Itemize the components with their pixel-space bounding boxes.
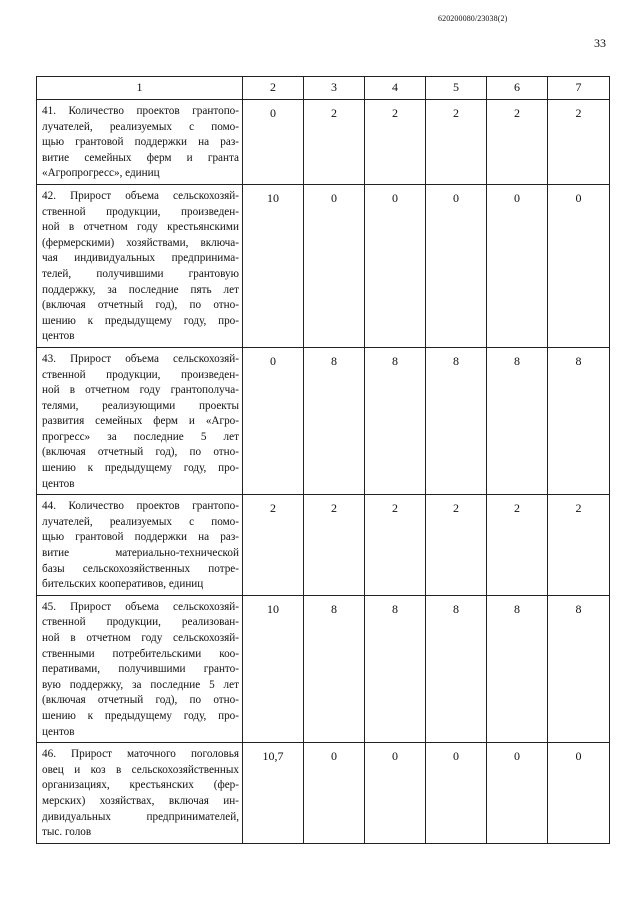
indicator-value: 2 xyxy=(487,100,548,185)
description-line: телей, получившими грантовую xyxy=(42,267,239,280)
description-line: «Агропрогресс», единиц xyxy=(42,167,160,180)
table-row xyxy=(37,495,610,596)
indicator-value: 2 xyxy=(304,100,365,185)
description-line: 44. Количество проектов грантопо- xyxy=(42,500,239,513)
indicator-description xyxy=(37,495,243,596)
description-line: ственными потребительскими коо- xyxy=(42,647,239,660)
indicator-value: 0 xyxy=(243,347,304,494)
description-line: лучателей, реализуемых с помо- xyxy=(42,515,239,528)
indicator-value: 10 xyxy=(243,595,304,742)
description-line: организациях, крестьянских (фер- xyxy=(42,779,239,792)
description-line: ственной продукции, реализован- xyxy=(42,616,239,629)
indicator-value: 0 xyxy=(426,184,487,347)
description-line: перативами, получившими гранто- xyxy=(42,663,239,676)
description-line: развития семейных ферм и «Агро- xyxy=(42,415,239,428)
description-line: ной в отчетном году сельскохозяй- xyxy=(42,632,239,644)
indicator-value: 0 xyxy=(487,743,548,844)
indicator-value: 0 xyxy=(548,743,610,844)
description-line: дивидуальных предпринимателей, xyxy=(42,810,239,823)
description-line: телями, реализующими проекты xyxy=(42,399,239,412)
description-line: центов xyxy=(42,725,75,738)
description-line: щью грантовой поддержки на раз- xyxy=(42,136,239,149)
column-header: 2 xyxy=(243,77,304,100)
description-line: центов xyxy=(42,477,75,490)
indicator-value: 2 xyxy=(365,100,426,185)
column-header: 6 xyxy=(487,77,548,100)
description-line: ственной продукции, произведен- xyxy=(42,205,239,218)
indicator-value: 0 xyxy=(243,100,304,185)
indicator-description xyxy=(37,595,243,742)
table-row xyxy=(37,347,610,494)
indicator-value: 0 xyxy=(365,184,426,347)
indicator-value: 8 xyxy=(548,595,610,742)
indicator-value: 2 xyxy=(243,495,304,596)
description-line: 46. Прирост маточного поголовья xyxy=(42,748,239,761)
indicator-value: 8 xyxy=(365,595,426,742)
indicator-value: 0 xyxy=(304,743,365,844)
description-line: витие материально-технической xyxy=(42,547,239,560)
table-row xyxy=(37,100,610,185)
document-code: 620200080/23038(2) xyxy=(438,14,508,23)
indicator-value: 2 xyxy=(304,495,365,596)
indicator-value: 8 xyxy=(487,347,548,494)
description-line: центов xyxy=(42,330,75,343)
indicator-value: 8 xyxy=(426,347,487,494)
description-line: шению к предыдущему году, про- xyxy=(42,314,239,327)
indicator-value: 8 xyxy=(365,347,426,494)
description-line: 43. Прирост объема сельскохозяй- xyxy=(42,352,239,365)
indicator-value: 8 xyxy=(304,347,365,494)
indicator-value: 10,7 xyxy=(243,743,304,844)
indicator-value: 2 xyxy=(365,495,426,596)
description-line: прогресс» за последние 5 лет xyxy=(42,430,239,443)
table-row xyxy=(37,184,610,347)
indicator-description xyxy=(37,100,243,185)
indicator-value: 2 xyxy=(548,100,610,185)
table-row xyxy=(37,743,610,844)
description-line: щью грантовой поддержки на раз- xyxy=(42,531,239,544)
description-line: поддержку, за последние пять лет xyxy=(42,283,239,296)
description-line: ной в отчетном году крестьянскими xyxy=(42,221,239,234)
description-line: ственной продукции, произведен- xyxy=(42,368,239,381)
description-line: тыс. голов xyxy=(42,826,92,839)
description-line: (включая отчетный год), по отно- xyxy=(42,446,239,459)
column-header: 5 xyxy=(426,77,487,100)
description-line: мерских) хозяйствах, включая ин- xyxy=(42,794,239,807)
column-header: 4 xyxy=(365,77,426,100)
indicator-value: 2 xyxy=(426,495,487,596)
table-row xyxy=(37,595,610,742)
column-header: 1 xyxy=(37,77,243,100)
description-line: 45. Прирост объема сельскохозяй- xyxy=(42,600,239,613)
description-line: чая индивидуальных предпринима- xyxy=(42,252,239,265)
description-line: шению к предыдущему году, про- xyxy=(42,709,239,722)
description-line: бительских кооперативов, единиц xyxy=(42,578,204,591)
description-line: 42. Прирост объема сельскохозяй- xyxy=(42,189,239,202)
column-header: 7 xyxy=(548,77,610,100)
indicator-value: 2 xyxy=(426,100,487,185)
indicator-value: 0 xyxy=(304,184,365,347)
description-line: лучателей, реализуемых с помо- xyxy=(42,120,239,133)
description-line: овец и коз в сельскохозяйственных xyxy=(42,763,239,776)
indicator-description xyxy=(37,184,243,347)
description-line: (фермерскими) хозяйствами, включа- xyxy=(42,236,239,249)
indicator-value: 2 xyxy=(487,495,548,596)
description-line: витие семейных ферм и гранта xyxy=(42,151,239,164)
page-number: 33 xyxy=(594,36,606,50)
indicator-value: 0 xyxy=(365,743,426,844)
column-header: 3 xyxy=(304,77,365,100)
description-line: (включая отчетный год), по отно- xyxy=(42,299,239,312)
table-header-row xyxy=(37,77,610,100)
description-line: 41. Количество проектов грантопо- xyxy=(42,105,239,117)
indicator-value: 0 xyxy=(548,184,610,347)
description-line: (включая отчетный год), по отно- xyxy=(42,694,239,707)
indicator-value: 8 xyxy=(304,595,365,742)
indicator-description xyxy=(37,743,243,844)
indicator-value: 0 xyxy=(426,743,487,844)
indicator-value: 10 xyxy=(243,184,304,347)
indicator-value: 0 xyxy=(487,184,548,347)
description-line: вую поддержку, за последние 5 лет xyxy=(42,678,239,691)
indicator-value: 8 xyxy=(426,595,487,742)
description-line: ной в отчетном году грантополуча- xyxy=(42,384,239,397)
description-line: шению к предыдущему году, про- xyxy=(42,462,239,475)
indicator-description xyxy=(37,347,243,494)
indicators-table xyxy=(36,76,610,844)
indicator-value: 8 xyxy=(548,347,610,494)
indicator-value: 2 xyxy=(548,495,610,596)
description-line: базы сельскохозяйственных потре- xyxy=(42,562,239,575)
indicator-value: 8 xyxy=(487,595,548,742)
